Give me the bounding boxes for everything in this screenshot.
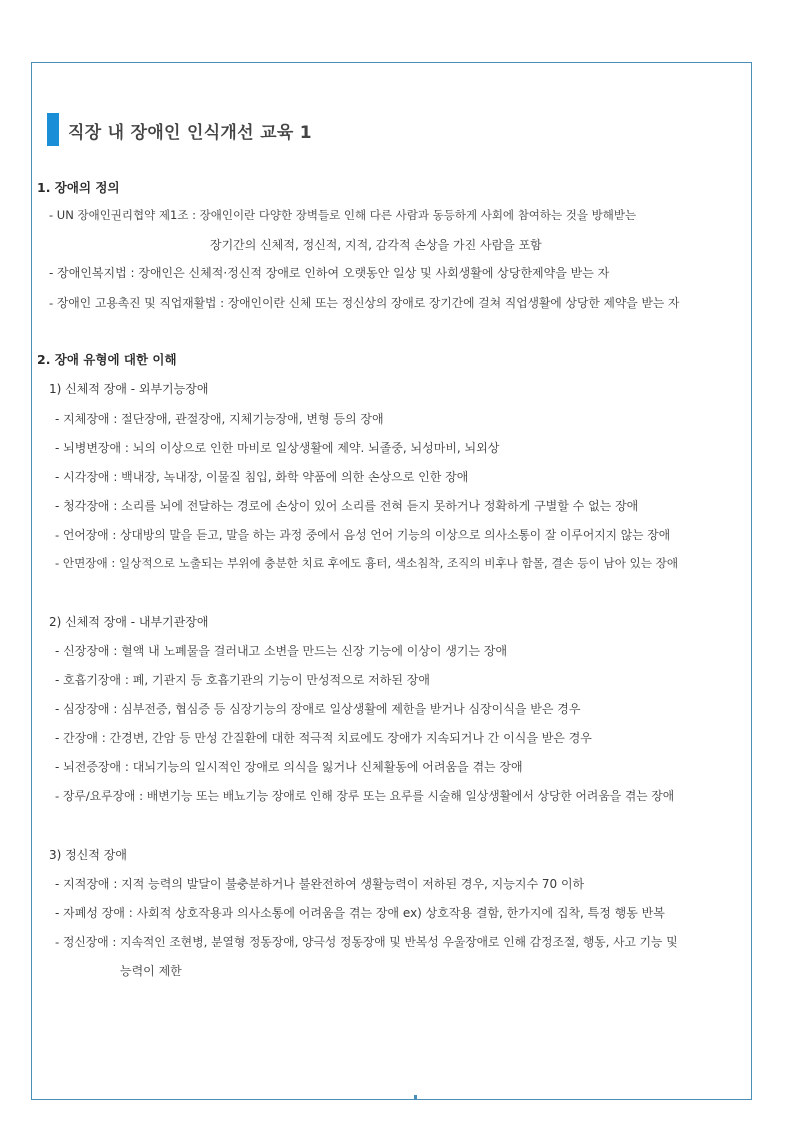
item-kidney: - 신장장애 : 혈액 내 노폐물을 걸러내고 소변을 만드는 신장 기능에 이상이 생기는 장애 <box>55 644 508 658</box>
item-mental: - 정신장애 : 지속적인 조현병, 분열형 정동장애, 양극성 정동장애 및 반복성 우울장애로 인해 감정조절, 행동, 사고 기능 및 <box>55 935 678 949</box>
definition-employment-act: - 장애인 고용촉진 및 직업재활법 : 장애인이란 신체 또는 정신상의 장애로 장기간에 걸쳐 직업생활에 상당한 제약을 받는 자 <box>49 296 680 310</box>
item-liver: - 간장애 : 간경변, 간암 등 만성 간질환에 대한 적극적 치료에도 장애가 지속되거나 간 이식을 받은 경우 <box>55 731 592 745</box>
subsection-mental: 3) 정신적 장애 <box>49 848 127 862</box>
item-physical-disability: - 지체장애 : 절단장애, 관절장애, 지체기능장애, 변형 등의 장애 <box>55 412 384 426</box>
item-brain-lesion: - 뇌병변장애 : 뇌의 이상으로 인한 마비로 일상생활에 제약. 뇌졸중, 뇌성마비, 뇌외상 <box>55 441 500 455</box>
item-speech: - 언어장애 : 상대방의 말을 듣고, 말을 하는 과정 중에서 음성 언어 기능의 이상으로 의사소통이 잘 이루어지지 않는 장애 <box>55 528 671 542</box>
item-autism: - 자폐성 장애 : 사회적 상호작용과 의사소통에 어려움을 겪는 장애 ex) 상호작용 결함, 한가지에 집착, 특정 행동 반복 <box>55 906 665 920</box>
item-respiratory: - 호흡기장애 : 폐, 기관지 등 호흡기관의 기능이 만성적으로 저하된 장애 <box>55 673 430 687</box>
section-heading-types: 2. 장애 유형에 대한 이해 <box>37 352 177 367</box>
item-heart: - 심장장애 : 심부전증, 협심증 등 심장기능의 장애로 일상생활에 제한을 받거나 심장이식을 받은 경우 <box>55 702 581 716</box>
title-accent-bar <box>47 113 59 146</box>
item-epilepsy: - 뇌전증장애 : 대뇌기능의 일시적인 장애로 의식을 잃거나 신체활동에 어려움을 겪는 장애 <box>55 760 523 774</box>
subsection-external: 1) 신체적 장애 - 외부기능장애 <box>49 382 209 396</box>
item-mental-continued: 능력이 제한 <box>120 964 182 978</box>
definition-un-continued: 장기간의 신체적, 정신적, 지적, 감각적 손상을 가진 사람을 포함 <box>210 238 542 252</box>
item-intellectual: - 지적장애 : 지적 능력의 발달이 불충분하거나 불완전하여 생활능력이 저하된 경우, 지능지수 70 이하 <box>55 877 585 891</box>
bottom-mark <box>414 1095 417 1100</box>
definition-un: - UN 장애인권리협약 제1조 : 장애인이란 다양한 장벽들로 인해 다른 사람과 동등하게 사회에 참여하는 것을 방해받는 <box>49 208 637 222</box>
item-facial: - 안면장애 : 일상적으로 노출되는 부위에 충분한 치료 후에도 흉터, 색소침착, 조직의 비후나 함몰, 결손 등이 남아 있는 장애 <box>55 556 679 570</box>
item-stoma: - 장루/요루장애 : 배변기능 또는 배뇨기능 장애로 인해 장루 또는 요루를 시술해 일상생활에서 상당한 어려움을 겪는 장애 <box>55 789 675 803</box>
definition-welfare-act: - 장애인복지법 : 장애인은 신체적·정신적 장애로 인하여 오랫동안 일상 및 사회생활에 상당한제약을 받는 자 <box>49 266 610 280</box>
subsection-internal: 2) 신체적 장애 - 내부기관장애 <box>49 615 209 629</box>
section-heading-definition: 1. 장애의 정의 <box>37 180 120 195</box>
item-visual: - 시각장애 : 백내장, 녹내장, 이물질 침입, 화학 약품에 의한 손상으로 인한 장애 <box>55 470 469 484</box>
item-hearing: - 청각장애 : 소리를 뇌에 전달하는 경로에 손상이 있어 소리를 전혀 듣지 못하거나 정확하게 구별할 수 없는 장애 <box>55 499 639 513</box>
page-title: 직장 내 장애인 인식개선 교육 1 <box>68 123 312 143</box>
